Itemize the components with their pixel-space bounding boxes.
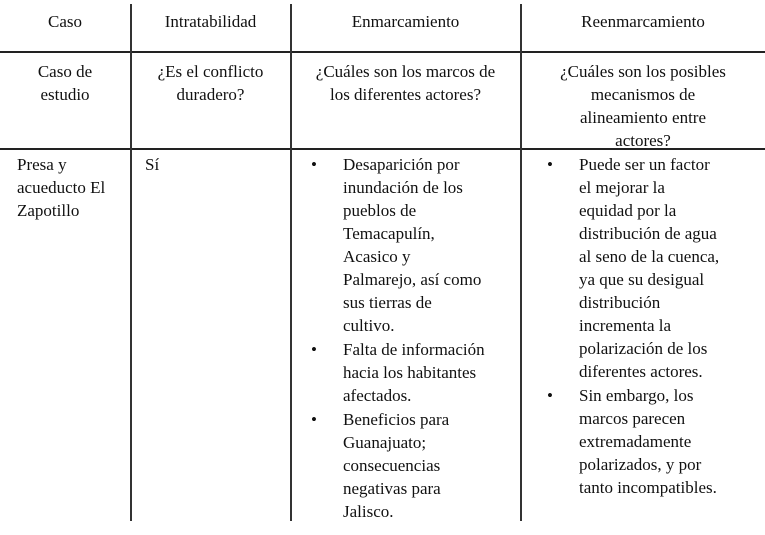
header-intratabilidad: Intratabilidad — [164, 12, 257, 31]
text-line: Caso de — [37, 62, 93, 81]
text-line: Falta de información — [343, 340, 485, 359]
text-line: actores? — [615, 131, 671, 150]
case-name — [17, 153, 129, 222]
text-line: afectados. — [343, 386, 412, 405]
text-line: sus tierras de — [343, 293, 432, 312]
text-line: estudio — [40, 85, 90, 104]
text-line: Guanajuato; — [343, 433, 427, 452]
text-line: acueducto El — [17, 178, 106, 197]
subheader-reenmarcamiento — [521, 60, 765, 152]
text-line: hacia los habitantes — [343, 363, 477, 382]
text-line: polarización de los — [579, 339, 708, 358]
text-line: alineamiento entre — [579, 108, 707, 127]
bullet-icon: • — [311, 340, 317, 359]
text-line: duradero? — [176, 85, 245, 104]
text-line: tanto incompatibles. — [579, 478, 717, 497]
text-line: distribución — [579, 293, 661, 312]
text-line: diferentes actores. — [579, 362, 703, 381]
subheader-caso — [0, 60, 130, 106]
text-line: Presa y — [17, 155, 67, 174]
bullet-icon: • — [547, 155, 553, 174]
text-line: Puede ser un factor — [579, 155, 710, 174]
text-line: ¿Cuáles son los marcos de — [315, 62, 496, 81]
framing-item-3 — [343, 408, 519, 523]
text-line: Beneficios para — [343, 410, 450, 429]
subheader-intratabilidad — [131, 60, 290, 106]
text-line: los diferentes actores? — [329, 85, 482, 104]
text-line: Jalisco. — [343, 502, 394, 521]
text-line: negativas para — [343, 479, 441, 498]
header-caso: Caso — [48, 12, 82, 31]
text-line: cultivo. — [343, 316, 395, 335]
text-line: extremadamente — [579, 432, 692, 451]
text-line: consecuencias — [343, 456, 441, 475]
intractability-value: Sí — [145, 155, 160, 174]
bullet-icon: • — [311, 410, 317, 429]
text-line: distribución de agua — [579, 224, 717, 243]
text-line: el mejorar la — [579, 178, 665, 197]
header-reenmarcamiento: Reenmarcamiento — [581, 12, 705, 31]
text-line: mecanismos de — [590, 85, 696, 104]
text-line: Desaparición por — [343, 155, 460, 174]
bullet-icon: • — [311, 155, 317, 174]
text-line: Palmarejo, así como — [343, 270, 482, 289]
text-line: ya que su desigual — [579, 270, 705, 289]
reframing-item-2 — [579, 384, 763, 499]
subheader-enmarcamiento — [291, 60, 520, 106]
text-line: ¿Cuáles son los posibles — [560, 62, 726, 81]
bullet-icon: • — [547, 386, 553, 405]
header-rule — [0, 51, 765, 53]
text-line: pueblos de — [343, 201, 417, 220]
text-line: Temacapulín, — [343, 224, 435, 243]
framing-item-2 — [343, 338, 519, 407]
framing-item-1 — [343, 153, 519, 337]
text-line: incrementa la — [579, 316, 672, 335]
text-line: marcos parecen — [579, 409, 686, 428]
text-line: polarizados, y por — [579, 455, 702, 474]
header-enmarcamiento: Enmarcamiento — [351, 12, 460, 31]
text-line: al seno de la cuenca, — [579, 247, 720, 266]
text-line: equidad por la — [579, 201, 677, 220]
text-line: Sin embargo, los — [579, 386, 694, 405]
text-line: ¿Es el conflicto — [157, 62, 264, 81]
text-line: Zapotillo — [17, 201, 80, 220]
text-line: Acasico y — [343, 247, 411, 266]
reframing-item-1 — [579, 153, 763, 383]
text-line: inundación de los — [343, 178, 463, 197]
